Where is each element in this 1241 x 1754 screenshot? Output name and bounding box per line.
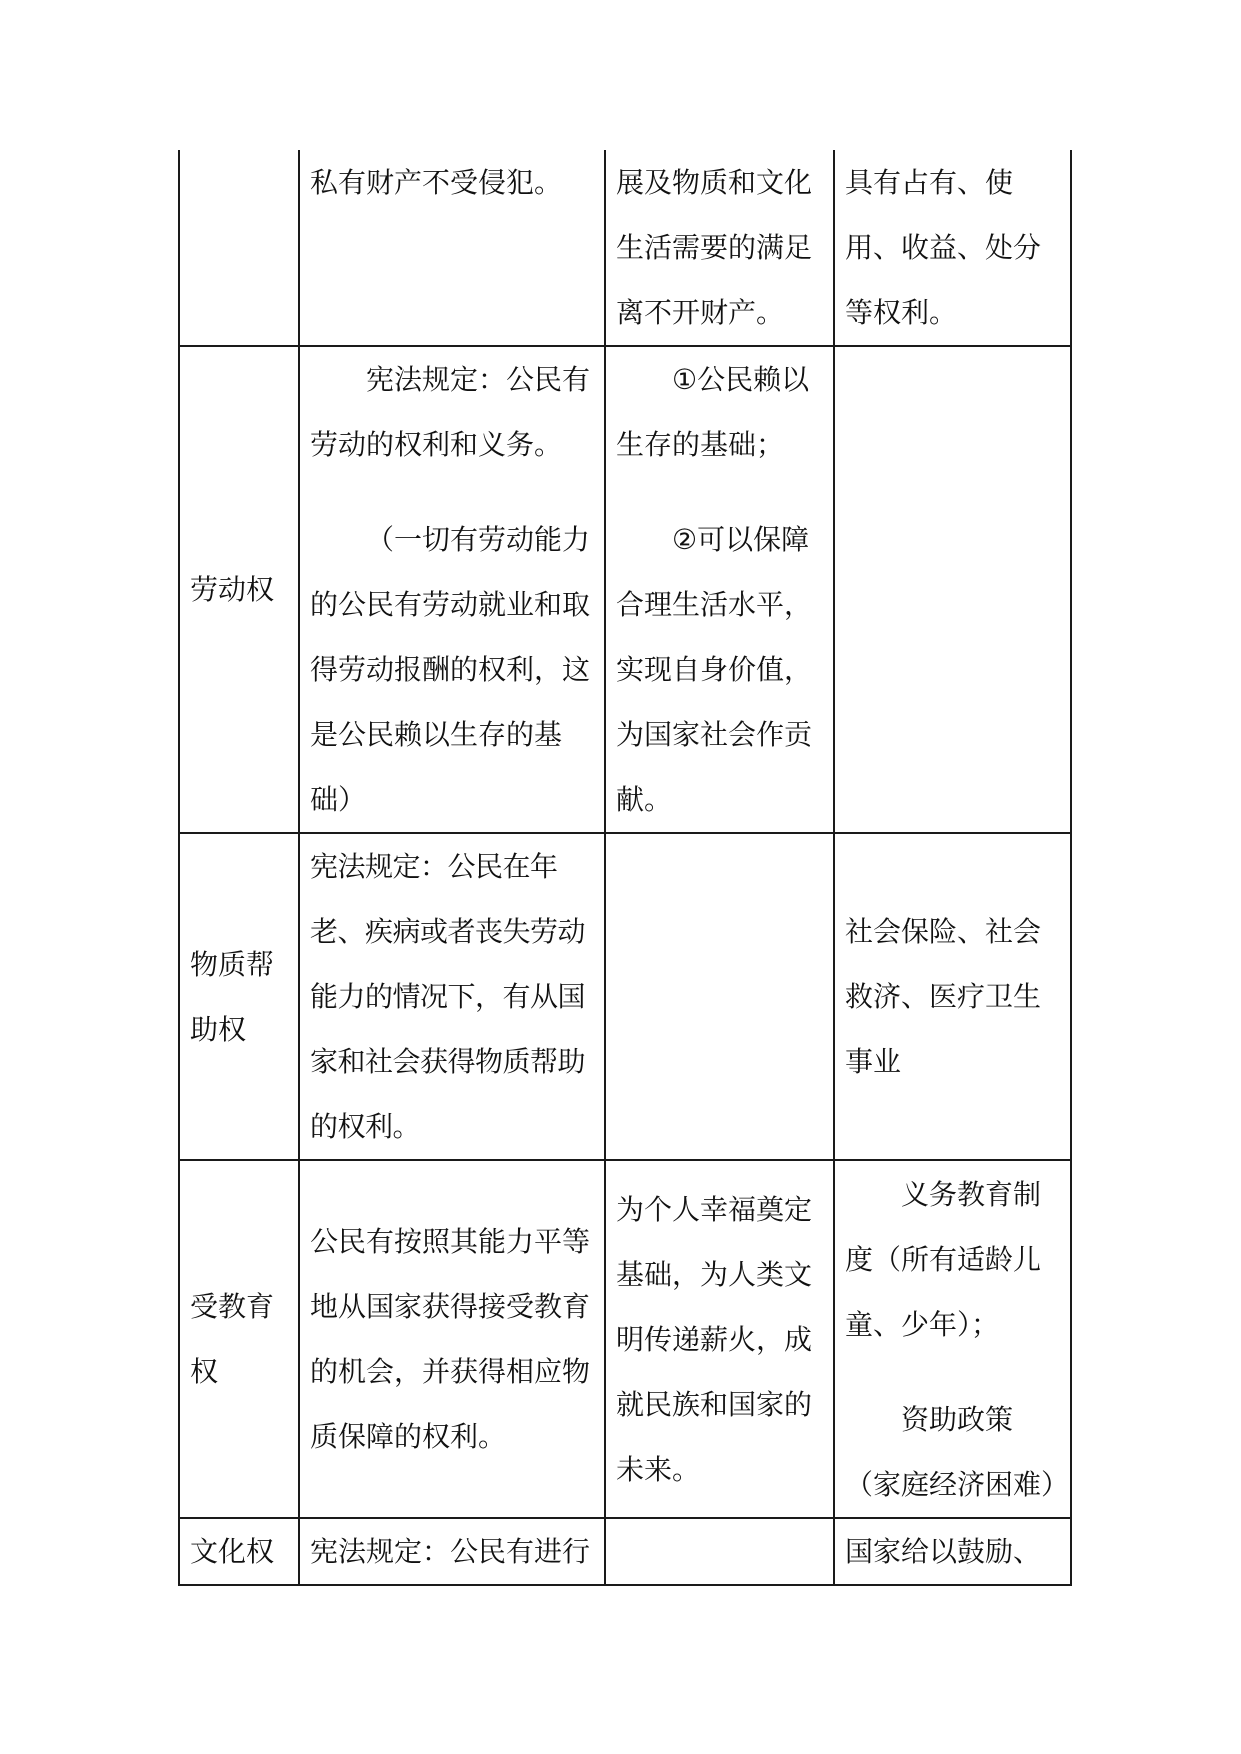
content-text: 私有财产不受侵犯。 — [310, 166, 563, 199]
significance-cell — [605, 1518, 834, 1585]
table-row — [179, 1518, 1071, 1585]
significance-cell — [605, 1160, 834, 1518]
right-name-cell — [179, 833, 299, 1160]
significance-cell — [605, 346, 834, 833]
guarantee-text: 义务教育制度（所有适龄儿童、少年）； — [845, 1177, 1042, 1341]
content-cell — [299, 833, 605, 1160]
content-cell — [299, 1160, 605, 1518]
table-row — [179, 833, 1071, 1160]
content-text: 公民有按照其能力平等地从国家获得接受教育的机会，并获得相应物质保障的权利。 — [310, 1225, 591, 1453]
right-name: 物质帮助权 — [190, 947, 275, 1046]
significance-cell — [605, 150, 834, 346]
content-text: 宪法规定：公民有进行 — [310, 1535, 591, 1568]
right-name: 文化权 — [190, 1535, 275, 1568]
guarantee-text: 资助政策（家庭经济困难） — [845, 1402, 1070, 1501]
right-name: 劳动权 — [190, 573, 275, 606]
guarantee-cell — [834, 1160, 1071, 1518]
content-text: 宪法规定：公民有劳动的权利和义务。 — [310, 363, 591, 461]
content-text: （一切有劳动能力的公民有劳动就业和取得劳动报酬的权利，这是公民赖以生存的基础） — [310, 523, 591, 816]
content-cell — [299, 346, 605, 833]
significance-text: ②可以保障合理生活水平，实现自身价值，为国家社会作贡献。 — [616, 523, 813, 816]
right-name-cell — [179, 346, 299, 833]
right-name-cell — [179, 150, 299, 346]
table-row — [179, 150, 1071, 346]
guarantee-cell — [834, 346, 1071, 833]
right-name: 受教育权 — [190, 1290, 275, 1388]
content-cell — [299, 1518, 605, 1585]
rights-table — [178, 150, 1072, 1586]
guarantee-cell — [834, 150, 1071, 346]
guarantee-text: 国家给以鼓励、 — [845, 1535, 1042, 1568]
right-name-cell — [179, 1518, 299, 1585]
significance-cell — [605, 833, 834, 1160]
table-row — [179, 346, 1071, 833]
guarantee-cell — [834, 1518, 1071, 1585]
guarantee-text: 具有占有、使用、收益、处分等权利。 — [845, 166, 1042, 329]
guarantee-cell — [834, 833, 1071, 1160]
guarantee-text: 社会保险、社会救济、医疗卫生事业 — [845, 915, 1042, 1078]
significance-text: ①公民赖以生存的基础； — [616, 363, 810, 461]
right-name-cell — [179, 1160, 299, 1518]
content-cell — [299, 150, 605, 346]
significance-text: 展及物质和文化生活需要的满足离不开财产。 — [616, 166, 813, 329]
content-text: 宪法规定：公民在年老、疾病或者丧失劳动能力的情况下，有从国家和社会获得物质帮助的权利。 — [310, 850, 586, 1143]
significance-text: 为个人幸福奠定基础，为人类文明传递薪火，成就民族和国家的未来。 — [616, 1192, 813, 1486]
table-row — [179, 1160, 1071, 1518]
